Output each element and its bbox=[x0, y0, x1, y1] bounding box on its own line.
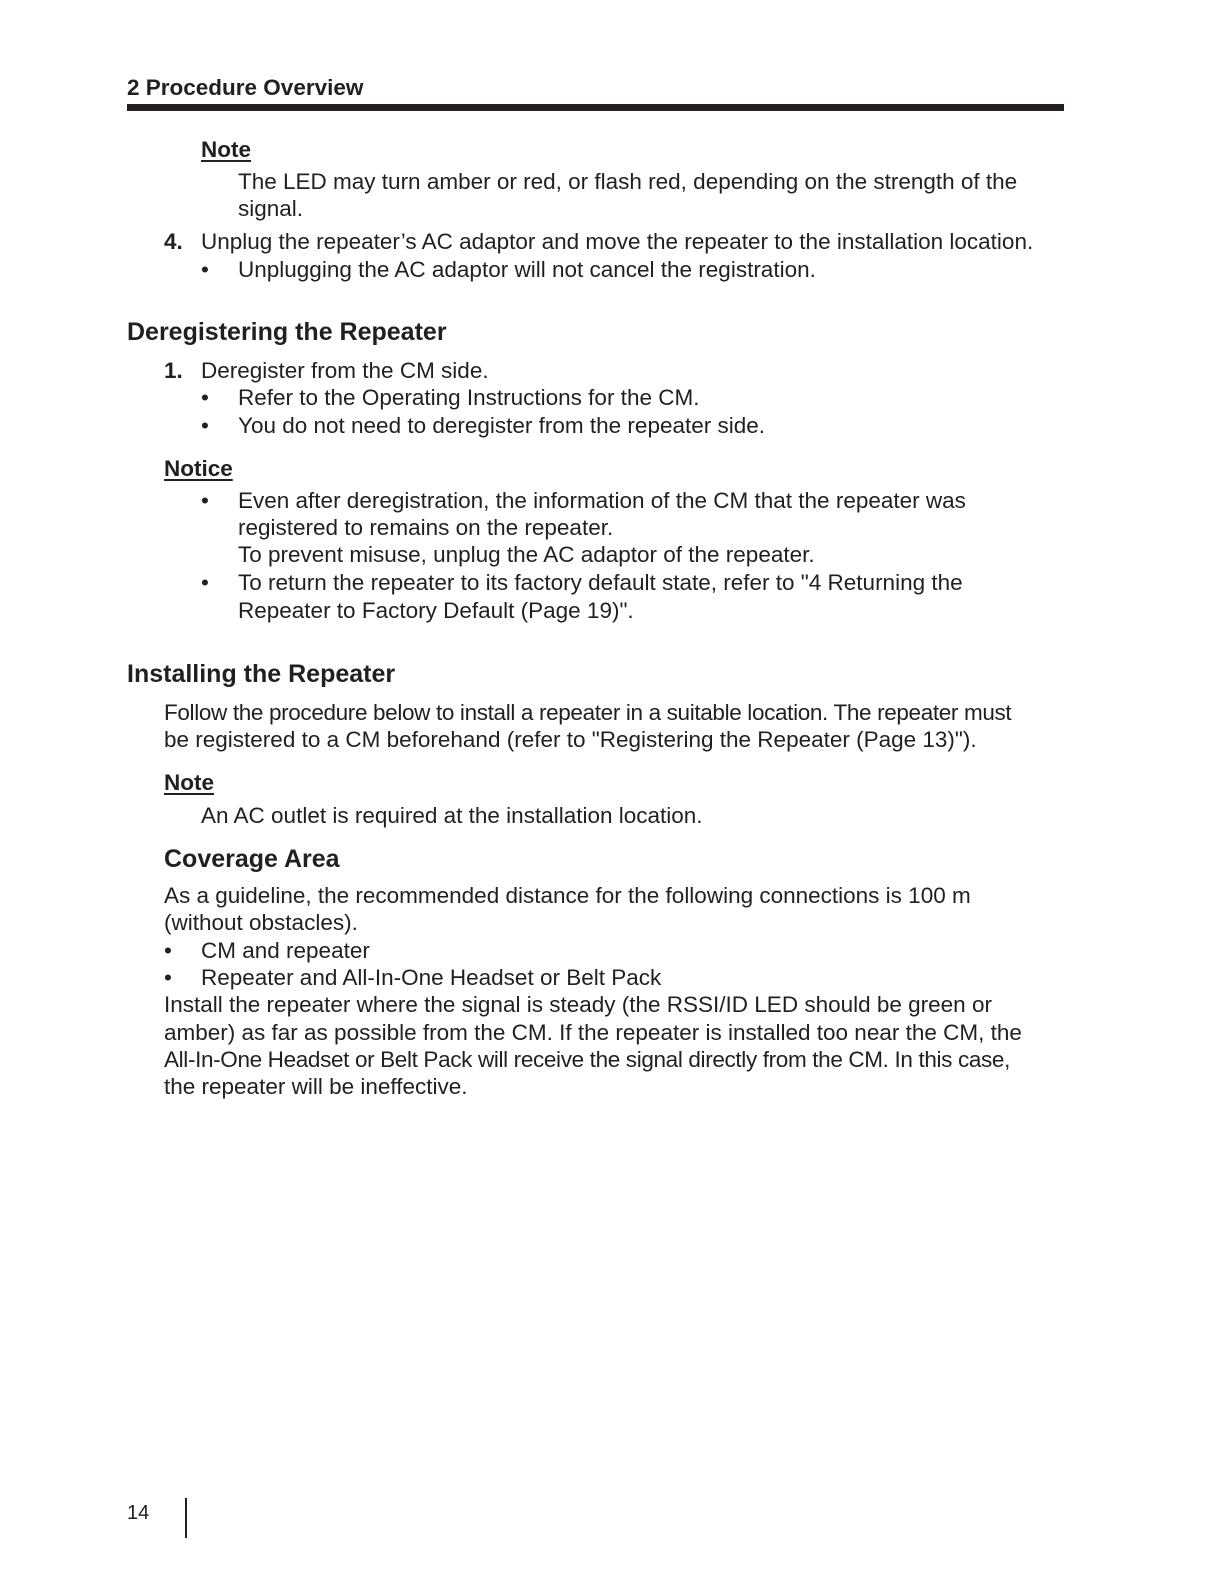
note-text: An AC outlet is required at the installation location. bbox=[201, 803, 703, 828]
bullet-text: CM and repeater bbox=[201, 938, 370, 963]
notice-text-line: To return the repeater to its factory default state, refer to "4 Returning the bbox=[238, 570, 963, 595]
bullet-marker: • bbox=[164, 965, 172, 990]
section-header-title: 2 Procedure Overview bbox=[127, 75, 364, 100]
bullet-marker: • bbox=[201, 385, 209, 410]
bullet-text: You do not need to deregister from the repeater side. bbox=[238, 413, 766, 438]
notice-label: Notice bbox=[164, 456, 233, 481]
paragraph-line: Install the repeater where the signal is steady (the RSSI/ID LED should be green or bbox=[164, 992, 992, 1017]
bullet-marker: • bbox=[201, 488, 209, 513]
footer-rule bbox=[185, 1498, 187, 1538]
header-rule bbox=[127, 104, 1064, 111]
heading-deregistering: Deregistering the Repeater bbox=[127, 318, 447, 346]
heading-installing: Installing the Repeater bbox=[127, 660, 396, 688]
bullet-marker: • bbox=[164, 938, 172, 963]
note-label: Note bbox=[201, 137, 251, 162]
bullet-text: Unplugging the AC adaptor will not cancel the registration. bbox=[238, 257, 816, 282]
step-number: 4. bbox=[164, 229, 183, 254]
paragraph-line: the repeater will be ineffective. bbox=[164, 1074, 468, 1099]
step-text: Deregister from the CM side. bbox=[201, 358, 489, 383]
step-text: Unplug the repeater’s AC adaptor and move the repeater to the installation location. bbox=[201, 229, 1034, 254]
paragraph-line: As a guideline, the recommended distance for the following connections is 100 m bbox=[164, 883, 971, 908]
bullet-marker: • bbox=[201, 413, 209, 438]
notice-text-line: registered to remains on the repeater. bbox=[238, 515, 614, 540]
paragraph-line: Follow the procedure below to install a repeater in a suitable location. The repeater must bbox=[164, 700, 1012, 725]
bullet-marker: • bbox=[201, 257, 209, 282]
notice-text-line: Even after deregistration, the information of the CM that the repeater was bbox=[238, 488, 966, 513]
step-number: 1. bbox=[164, 358, 183, 383]
note-text-line: signal. bbox=[238, 196, 304, 221]
bullet-marker: • bbox=[201, 570, 209, 595]
paragraph-line: amber) as far as possible from the CM. If the repeater is installed too near the CM, the bbox=[164, 1020, 1022, 1045]
note-label: Note bbox=[164, 770, 214, 795]
bullet-text: Repeater and All-In-One Headset or Belt Pack bbox=[201, 965, 662, 990]
paragraph-line: be registered to a CM beforehand (refer to "Registering the Repeater (Page 13)"). bbox=[164, 727, 977, 752]
notice-text-line: To prevent misuse, unplug the AC adaptor of the repeater. bbox=[238, 542, 815, 567]
bullet-text: Refer to the Operating Instructions for the CM. bbox=[238, 385, 700, 410]
notice-text-line: Repeater to Factory Default (Page 19)". bbox=[238, 598, 634, 623]
heading-coverage-area: Coverage Area bbox=[164, 845, 340, 873]
paragraph-line: (without obstacles). bbox=[164, 910, 358, 935]
note-text-line: The LED may turn amber or red, or flash red, depending on the strength of the bbox=[238, 169, 1018, 194]
paragraph-line: All-In-One Headset or Belt Pack will receive the signal directly from the CM. In this case, bbox=[164, 1047, 1010, 1072]
page-number: 14 bbox=[127, 1502, 150, 1524]
